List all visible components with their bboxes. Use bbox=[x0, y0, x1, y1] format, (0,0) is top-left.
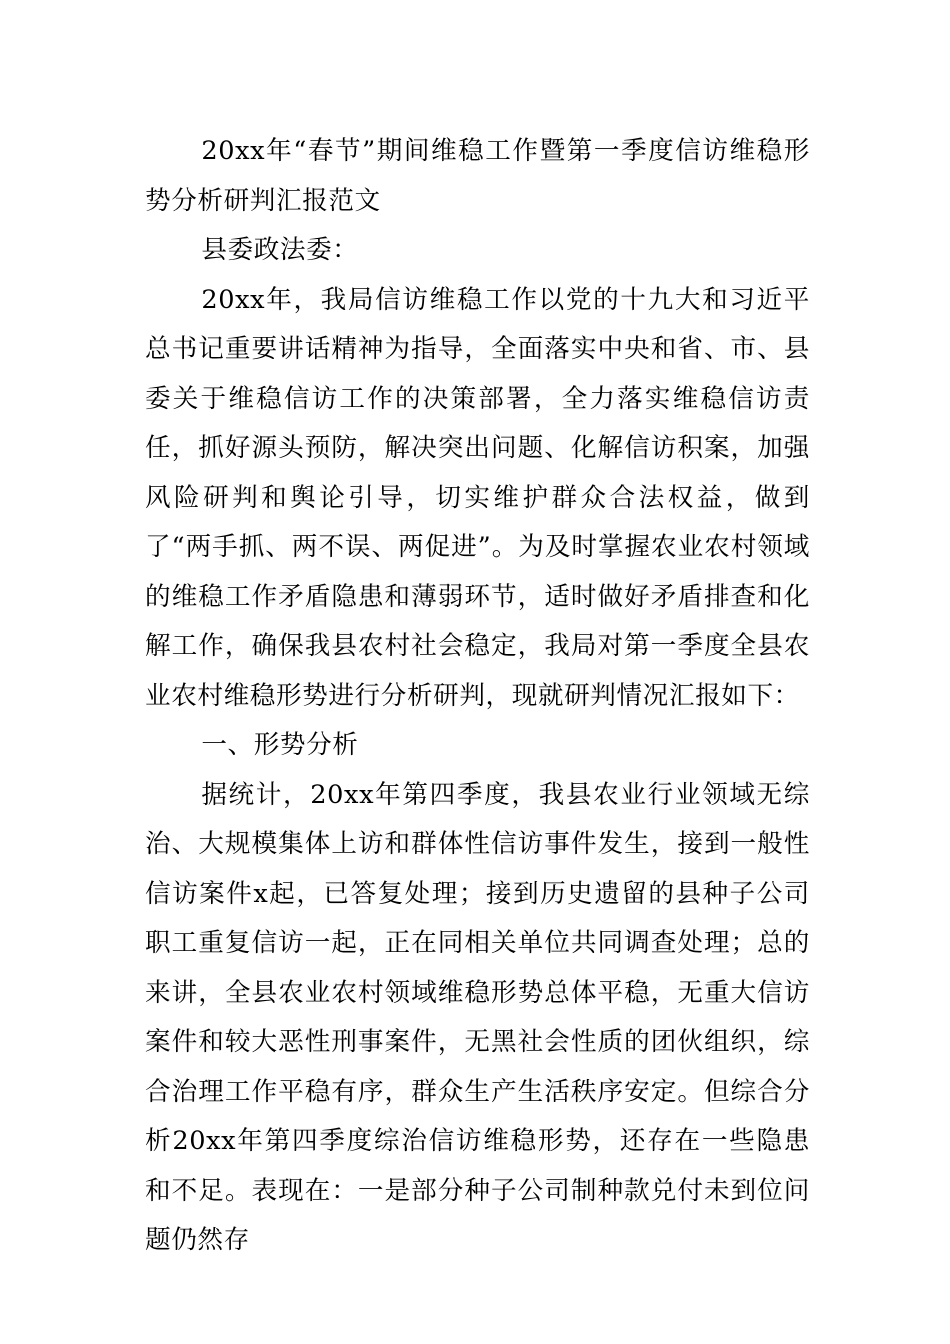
document-title: 20xx年“春节”期间维稳工作暨第一季度信访维稳形势分析研判汇报范文 bbox=[145, 136, 810, 216]
paragraph-situation-analysis: 据统计，20xx年第四季度，我县农业行业领域无综治、大规模集体上访和群体性信访事件发生，接到一般性信访案件x起，已答复处理；接到历史遗留的县种子公司职工重复信访一起，正在同相关单位共同调查处理；总的来讲，全县农业农村领域维稳形势总体平稳，无重大信访案件和较大恶性刑事案件，无黑社会性质的团伙组织，综合治理工作平稳有序，群众生产生活秩序安定。但综合分析20xx年第四季度综治信访维稳形势，还存在一些隐患和不足。表现在：一是部分种子公司制种款兑付未到位问题仍然存 bbox=[145, 779, 810, 1255]
paragraph-intro: 20xx年，我局信访维稳工作以党的十九大和习近平总书记重要讲话精神为指导，全面落实中央和省、市、县委关于维稳信访工作的决策部署，全力落实维稳信访责任，抓好源头预防，解决突出问题、化解信访积案，加强风险研判和舆论引导，切实维护群众合法权益，做到了“两手抓、两不误、两促进”。为及时掌握农业农村领域的维稳工作矛盾隐患和薄弱环节，适时做好矛盾排查和化解工作，确保我县农村社会稳定，我局对第一季度全县农业农村维稳形势进行分析研判，现就研判情况汇报如下： bbox=[145, 284, 810, 711]
section-heading-situation-analysis: 一、形势分析 bbox=[201, 730, 359, 760]
addressee-line: 县委政法委： bbox=[201, 235, 359, 265]
document-body bbox=[145, 127, 810, 1266]
